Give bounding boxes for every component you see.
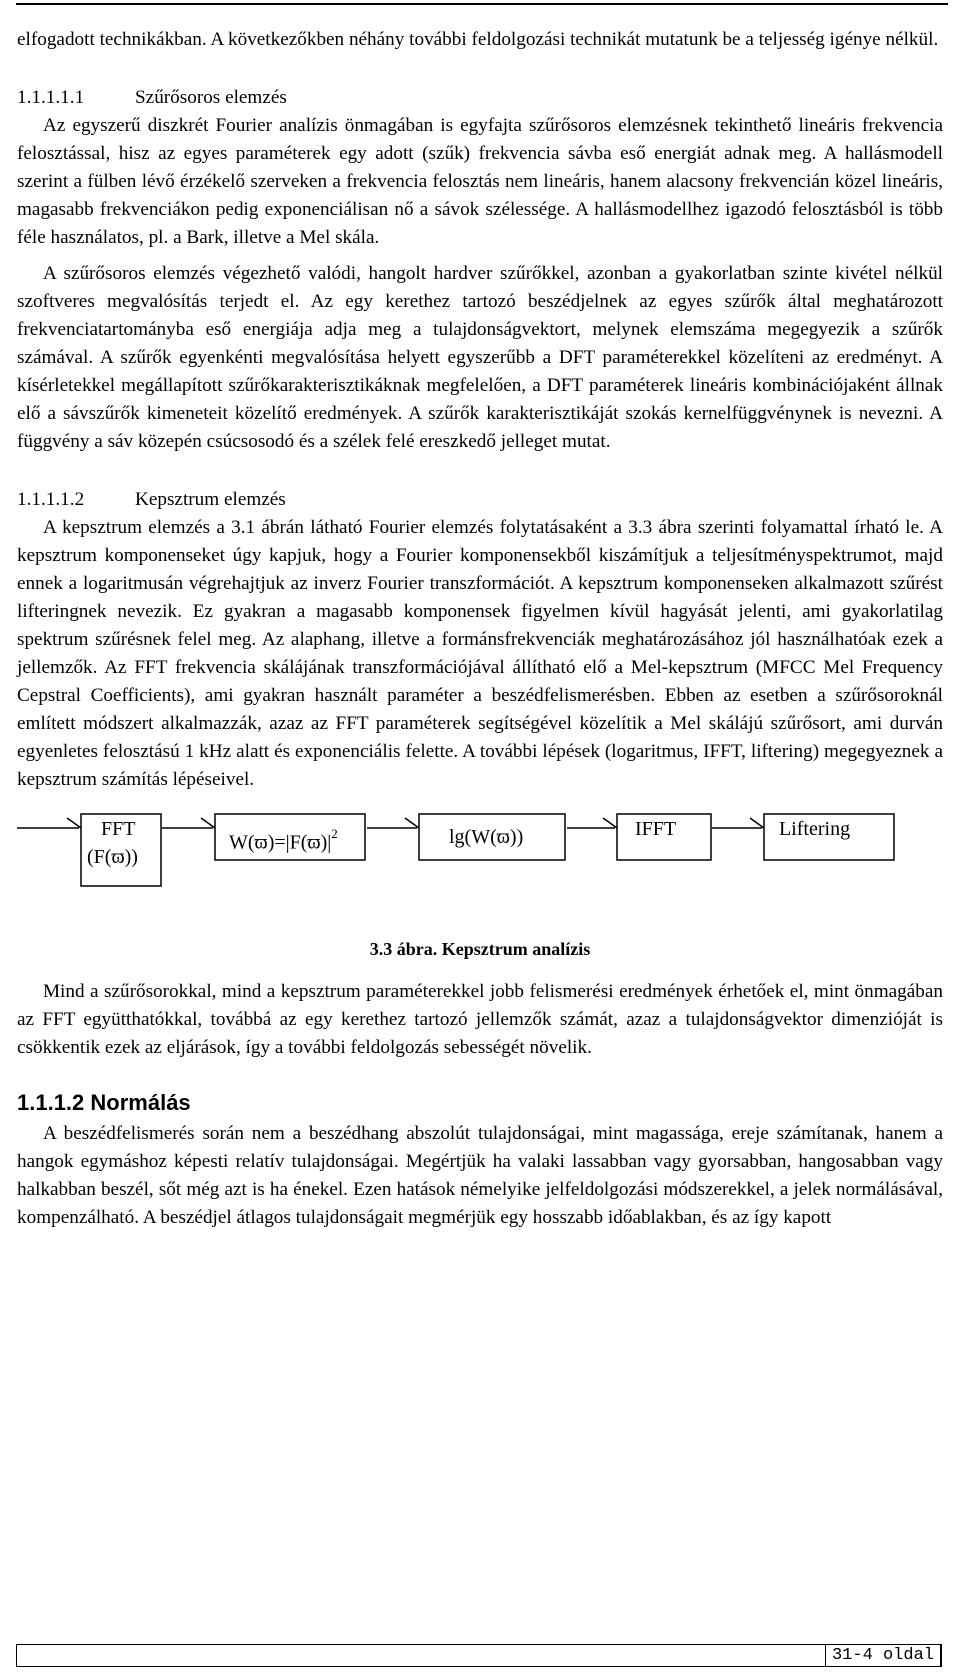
filterbank-paragraph-1: Az egyszerű diszkrét Fourier analízis önmagában is egyfajta szűrősoros elemzésnek tekinthető lineáris frekvencia felosztással, hisz az egyes paraméterek egy adott (szűk) frekvencia sávba eső energiát adnak meg. A hallásmodell szerint a fülben lévő érzékelő szerveken a frekvencia felosztás nem lineáris, hanem alacsony frekvencián közel lineáris, magasabb frekvenciákon pedig exponenciálisan nő a sávok szélessége. A hallásmodellhez igazodó felosztásból is több féle használatos, pl. a Bark, illetve a Mel skála. bbox=[17, 115, 943, 248]
liftering-box-label: Liftering bbox=[779, 818, 851, 840]
power-spectrum-formula: W(ϖ)=|F(ϖ)| bbox=[229, 831, 332, 854]
cepstrum-heading-number: 1.1.1.1.2 bbox=[17, 489, 85, 510]
normalization-heading: 1.1.1.2 Normálás bbox=[17, 1090, 191, 1115]
cepstrum-heading bbox=[17, 486, 943, 514]
power-spectrum-exponent: 2 bbox=[331, 826, 338, 841]
power-spectrum-label bbox=[229, 824, 338, 856]
log-box-label: lg(W(ϖ)) bbox=[449, 826, 524, 848]
page-footer bbox=[16, 1644, 942, 1667]
ifft-box-label: IFFT bbox=[635, 818, 677, 840]
figure-caption: 3.3 ábra. Kepsztrum analízis bbox=[369, 939, 591, 959]
filterbank-heading bbox=[17, 84, 943, 112]
cepstrum-diagram bbox=[17, 812, 943, 922]
header-rule bbox=[16, 3, 948, 5]
filterbank-paragraph-2: A szűrősoros elemzés végezhető valódi, hangolt hardver szűrőkkel, azonban a gyakorlatban szinte kivétel nélkül szoftveres megvalósítás terjedt el. Az egy kerethez tartozó beszédjelnek az egyes szűrők által meghatározott frekvenciatartományba eső energiája adja meg a tulajdonságvektort, melynek elemszáma megegyezik a szűrők számával. A szűrők egyenkénti megvalósítása helyett egyszerűbb a DFT paraméterekkel közelíteni az eredményt. A kísérletekkel megállapított szűrőkarakterisztikáknak megfelelően, a DFT paraméterek lineáris kombinációjaként állnak elő a sávszűrők kimeneteit közelítő eredmények. A szűrők karakterisztikáját szokás kernelfüggvénynek is nevezni. A függvény a sáv közepén csúcsosodó és a szélek felé ereszkedő jelleget mutat. bbox=[17, 263, 943, 452]
filterbank-heading-number: 1.1.1.1.1 bbox=[17, 87, 85, 108]
document-page bbox=[17, 26, 943, 1232]
filterbank-heading-title: Szűrősoros elemzés bbox=[135, 87, 287, 108]
cepstrum-paragraph: A kepsztrum elemzés a 3.1 ábrán látható Fourier elemzés folytatásaként a 3.3 ábra szerinti folyamattal írható le. A kepsztrum komponenseket úgy kapjuk, hogy a Fourier komponensekből kiszámítjuk a teljesítményspektrumot, majd ennek a logaritmusán végrehajtjuk az inverz Fourier transzformációt. A kepsztrum komponenseken alkalmazott szűrést lifteringnek nevezik. Ez gyakran a magasabb komponensek figyelmen kívül hagyását jelenti, ami gyakorlatilag spektrum szűrésnek felel meg. Az alaphang, illetve a formánsfrekvenciák meghatározásához jól használhatóak ezek a jellemzők. Az FFT frekvencia skálájának transzformációjával állítható elő a Mel-kepsztrum (MFCC Mel Frequency Cepstral Coefficients), ami gyakran használt paraméter a beszédfelismerésben. Ebben az esetben a szűrősoroknál említett módszert alkalmazzák, azaz az FFT paraméterek segítségével közelítik a Mel skálájú szűrősort, ami durván egyenletes felosztású 1 kHz alatt és exponenciális felette. A további lépések (logaritmus, IFFT, liftering) megegyeznek a kepsztrum számítás lépéseivel. bbox=[17, 517, 943, 790]
after-figure-paragraph: Mind a szűrősorokkal, mind a kepsztrum paraméterekkel jobb felismerési eredmények érhetőek el, mint önmagában az FFT együtthatókkal, továbbá az egy kerethez tartozó jellemzők számát, azaz a tulajdonságvektor dimenzióját is csökkentik ezek az eljárások, így a további feldolgozás sebességét növelik. bbox=[17, 981, 943, 1058]
intro-paragraph: elfogadott technikákban. A következőkben néhány további feldolgozási technikát mutatunk be a teljesség igénye nélkül. bbox=[17, 29, 939, 50]
cepstrum-heading-title: Kepsztrum elemzés bbox=[135, 489, 286, 510]
page-number-label: 31-4 oldal bbox=[825, 1644, 941, 1667]
fft-box-sublabel: (F(ϖ)) bbox=[87, 846, 138, 868]
normalization-paragraph: A beszédfelismerés során nem a beszédhang abszolút tulajdonságai, mint magassága, ereje számítanak, hanem a hangok egymáshoz képesti relatív tulajdonságai. Megértjük ha valaki lassabban vagy gyorsabban, hangosabban vagy halkabban beszél, sőt még azt is ha énekel. Ezen hatások némelyike jelfeldolgozási módszerekkel, a jelek normálásával, kompenzálható. A beszédjel átlagos tulajdonságait megmérjük egy hosszabb időablakban, és az így kapott bbox=[17, 1123, 943, 1228]
fft-box-label: FFT bbox=[101, 818, 136, 840]
